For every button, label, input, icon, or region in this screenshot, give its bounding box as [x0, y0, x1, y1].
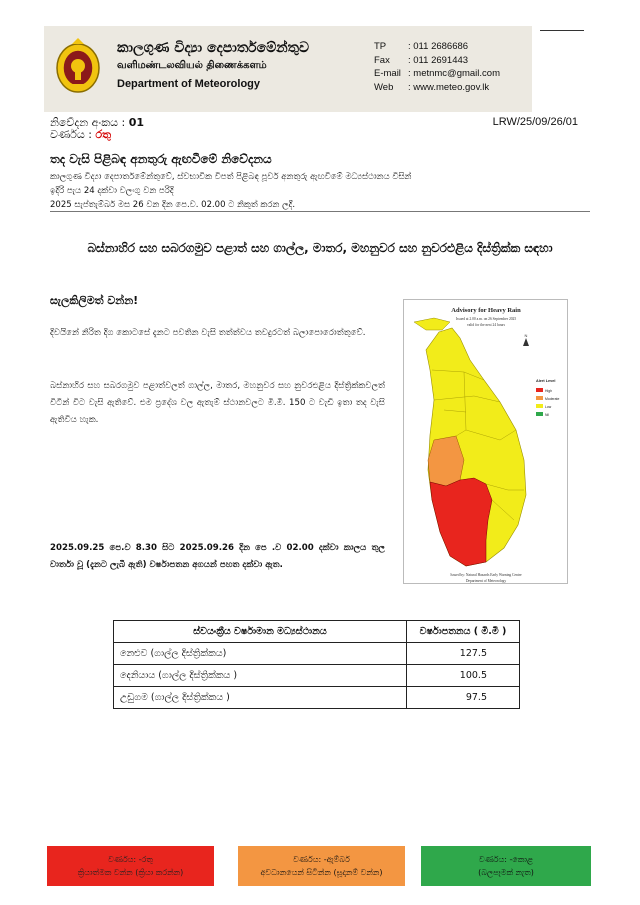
legend-swatch-low: [536, 404, 543, 408]
notice-color: වර්ණය : රතු: [50, 128, 112, 141]
contact-fax: Fax : 011 2691443: [374, 54, 469, 66]
notice-title: තද වැසි පිළිබඳ අනතුරු ඇඟවීමේ නිවේදනය: [50, 152, 272, 166]
paragraph-forecast: බස්නාහිර සහ සබරගමුව පළාත්වලත් ගාල්ල, මාතර, මහනුවර සහ නුවරඑළිය දිස්ත්‍රික්කවලත් විටින් විට වැසි ඇතිවේ. එම ප්‍රදේශ වල ඇතැම් ස්ථානවලට මි.මී. 150 ට වැඩි ඉතා තද වැසි ඇතිවිය හැක.: [50, 381, 385, 425]
notice-subtitle: කාලගුණ විද්‍යා දෙපාර්තමේන්තුවේ, ස්වභාවික විපත් පිළිබඳ පූර්ව අනතුරු ඇඟවීමේ මධ්‍යස්ථානය විසින් ඉදිරි පැය 24 දක්වා වලංගු වන පරිදි 2025 සැප්තැම්බර් මස 26 වන දින පෙ.ව. 02.00 ට නිකුත් කරන ලදී.: [50, 172, 412, 210]
rainfall-value: 100.5: [407, 665, 520, 687]
svg-text:High: High: [545, 389, 552, 393]
national-emblem-icon: [54, 36, 102, 96]
divider-line: [50, 211, 590, 212]
affected-areas-heading: බස්නාහිර සහ සබරගමුව පළාත් සහ ගාල්ල, මාතර, මහනුවර සහ නුවරඑළිය දිස්ත්‍රික්ක සඳහා: [87, 241, 553, 255]
department-name-sinhala: කාලගුණ විද්‍යා දෙපාර්තමේන්තුව: [117, 40, 310, 56]
paragraph-current-situation: දිවයිනේ නිරිත දිග කොටසේ දැනට පවතින වැසි තත්ත්වය තවදුරටත් බලාපොරොත්තුවේ.: [50, 328, 366, 338]
rainfall-table: [113, 620, 520, 709]
map-legend: [536, 379, 559, 417]
be-careful-heading: සැලකිලිමත් වන්න!: [50, 294, 139, 307]
table-row: [114, 687, 520, 709]
svg-text:N: N: [524, 333, 528, 338]
header-divider: [540, 30, 584, 31]
column-header-station: ස්වයංක්‍රීය වර්ෂාමාන මධ්‍යස්ථානය: [114, 621, 407, 643]
map-region-high: [430, 478, 492, 566]
department-name-english: Department of Meteorology: [117, 78, 261, 90]
station-name: නෙළුව (ගාල්ල දිස්ත්‍රික්කය): [114, 643, 407, 665]
rainfall-value: 97.5: [407, 687, 520, 709]
svg-text:Nil: Nil: [545, 413, 549, 417]
legend-swatch-moderate: [536, 396, 543, 400]
notice-reference: LRW/25/09/26/01: [492, 116, 578, 128]
contact-web: Web : www.meteo.gov.lk: [374, 81, 490, 93]
notice-number: නිවේදන අංකය : 01: [50, 116, 145, 129]
legend-swatch-high: [536, 388, 543, 392]
map-subtitle-validity: valid for the next 24 hours: [466, 323, 506, 327]
table-row: [114, 665, 520, 687]
column-header-rainfall: වර්ෂාපතනය ( මි.මී ): [407, 621, 520, 643]
map-region-moderate: [428, 436, 464, 486]
legend-swatch-nil: [536, 412, 543, 416]
contact-block: [374, 40, 500, 94]
map-title: Advisory for Heavy Rain: [451, 307, 521, 314]
map-footer-issuer: Issued by: Natural Hazards Early Warning Centre: [450, 573, 522, 577]
legend-box-green: වර්ණය: -කොළ (බලපෑමක් නැත): [421, 846, 591, 886]
map-subtitle-issued: Issued at 2.00 a.m. on 26 September 2025: [455, 317, 517, 321]
map-footer-dept: Department of Meteorology: [465, 579, 507, 583]
legend-box-red: වර්ණය: -රතු ක්‍රියාත්මක වන්න (ක්‍රියා කරන්න): [47, 846, 214, 886]
station-name: දෙනියාය (ගාල්ල දිස්ත්‍රික්කය ): [114, 665, 407, 687]
north-arrow-icon: [523, 333, 529, 346]
table-header-row: [114, 621, 520, 643]
station-name: උඩුගම (ගාල්ල දිස්ත්‍රික්කය ): [114, 687, 407, 709]
svg-text:Low: Low: [545, 405, 552, 409]
advisory-map: [403, 299, 568, 584]
svg-text:Moderate: Moderate: [545, 397, 560, 401]
table-row: [114, 643, 520, 665]
department-name-tamil: வளிமண்டலவியல் திணைக்களம்: [117, 60, 267, 71]
svg-text:Alert Level: Alert Level: [536, 379, 556, 383]
map-region-jaffna: [414, 318, 450, 330]
paragraph-reporting-period: 2025.09.25 පෙ.ව 8.30 සිට 2025.09.26 දින පෙ .ව 02.00 දක්වා කාලය තුල වාර්තා වූ (දැනට ලැබී ඇති) වර්ෂාපතන අගයන් පහත දක්වා ඇත.: [50, 543, 385, 570]
contact-tp: TP : 011 2686686: [374, 41, 469, 52]
legend-box-amber: වර්ණය: -ඇම්බර් අවධානයෙන් සිටින්න (සූදානම් වන්න): [238, 846, 405, 886]
rainfall-value: 127.5: [407, 643, 520, 665]
contact-email: E-mail : metnmc@gmail.com: [374, 68, 500, 79]
